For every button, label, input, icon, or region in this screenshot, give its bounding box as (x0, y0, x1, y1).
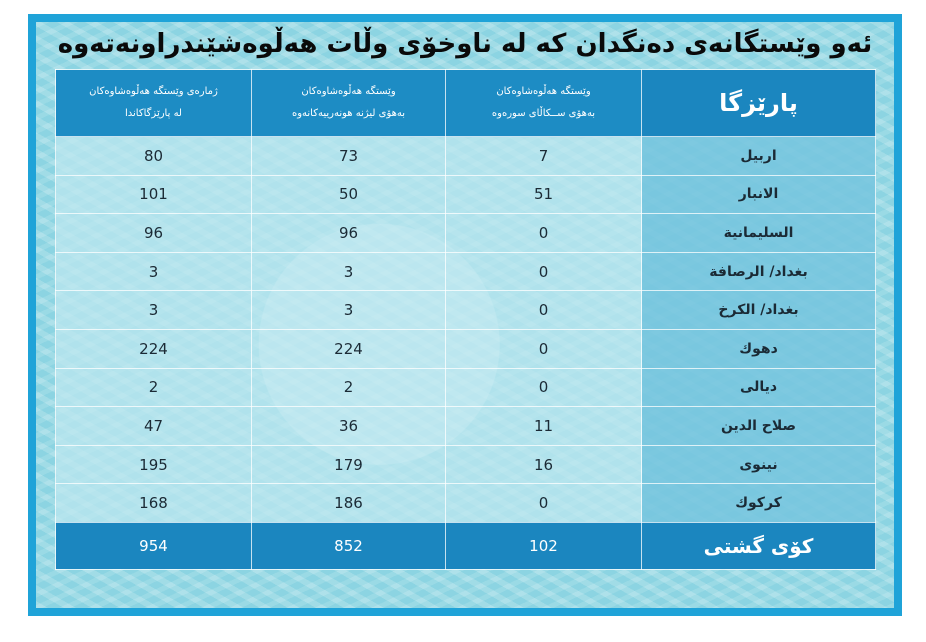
complaints-cell: 0 (446, 214, 642, 253)
total-cell: 3 (56, 252, 252, 291)
province-cell: نينوى (642, 445, 876, 484)
province-cell: بغداد/ الكرخ (642, 291, 876, 330)
table-row (56, 445, 876, 484)
table-row (56, 291, 876, 330)
cancelled-stations-table (55, 69, 876, 570)
committee-cell: 50 (252, 175, 446, 214)
committee-total-cell: 852 (252, 522, 446, 569)
totals-row (56, 522, 876, 569)
table-row (56, 484, 876, 523)
complaints-cell: 0 (446, 368, 642, 407)
table-row (56, 175, 876, 214)
complaints-cell: 0 (446, 329, 642, 368)
committee-cell: 3 (252, 291, 446, 330)
total-cell: 2 (56, 368, 252, 407)
complaints-cell: 51 (446, 175, 642, 214)
complaints-cell: 0 (446, 484, 642, 523)
complaints-cell: 11 (446, 407, 642, 446)
table-row (56, 137, 876, 176)
table-header-row (56, 70, 876, 137)
total-cell: 47 (56, 407, 252, 446)
province-cell: دهوك (642, 329, 876, 368)
province-cell: كركوك (642, 484, 876, 523)
table-row (56, 214, 876, 253)
committee-cell: 2 (252, 368, 446, 407)
header-cancelled-by-committee: وێستگە هەڵوەشاوەکان بەهۆی لیژنە هونەرییەکانەوە (252, 70, 446, 137)
table-row (56, 252, 876, 291)
committee-cell: 36 (252, 407, 446, 446)
total-cell: 96 (56, 214, 252, 253)
committee-cell: 73 (252, 137, 446, 176)
committee-cell: 179 (252, 445, 446, 484)
header-cancelled-by-complaints: وێستگە هەڵوەشاوەکان بەهۆی ســکاڵای سورەوە (446, 70, 642, 137)
complaints-total-cell: 102 (446, 522, 642, 569)
committee-cell: 224 (252, 329, 446, 368)
total-cell: 80 (56, 137, 252, 176)
province-cell: بغداد/ الرصافة (642, 252, 876, 291)
page-title: ئەو وێستگانەی دەنگدان کە لە ناوخۆی وڵات هەڵوەشێندراونەتەوە (57, 29, 873, 59)
total-cell: 195 (56, 445, 252, 484)
table-row (56, 368, 876, 407)
complaints-cell: 0 (446, 252, 642, 291)
committee-cell: 186 (252, 484, 446, 523)
header-province: پارێزگا (642, 70, 876, 137)
province-cell: اربيل (642, 137, 876, 176)
total-cell: 3 (56, 291, 252, 330)
committee-cell: 3 (252, 252, 446, 291)
header-total-stations: ژمارەی وێستگە هەڵوەشاوەکان لە پارێزگاکاندا (56, 70, 252, 137)
province-cell: الانبار (642, 175, 876, 214)
grand-total-cell: 954 (56, 522, 252, 569)
province-cell: السليمانية (642, 214, 876, 253)
committee-cell: 96 (252, 214, 446, 253)
table-row (56, 329, 876, 368)
total-cell: 101 (56, 175, 252, 214)
complaints-cell: 0 (446, 291, 642, 330)
province-cell: صلاح الدين (642, 407, 876, 446)
complaints-cell: 7 (446, 137, 642, 176)
total-cell: 168 (56, 484, 252, 523)
complaints-cell: 16 (446, 445, 642, 484)
province-cell: ديالى (642, 368, 876, 407)
total-cell: 224 (56, 329, 252, 368)
table-row (56, 407, 876, 446)
totals-label: کۆی گشتی (642, 522, 876, 569)
